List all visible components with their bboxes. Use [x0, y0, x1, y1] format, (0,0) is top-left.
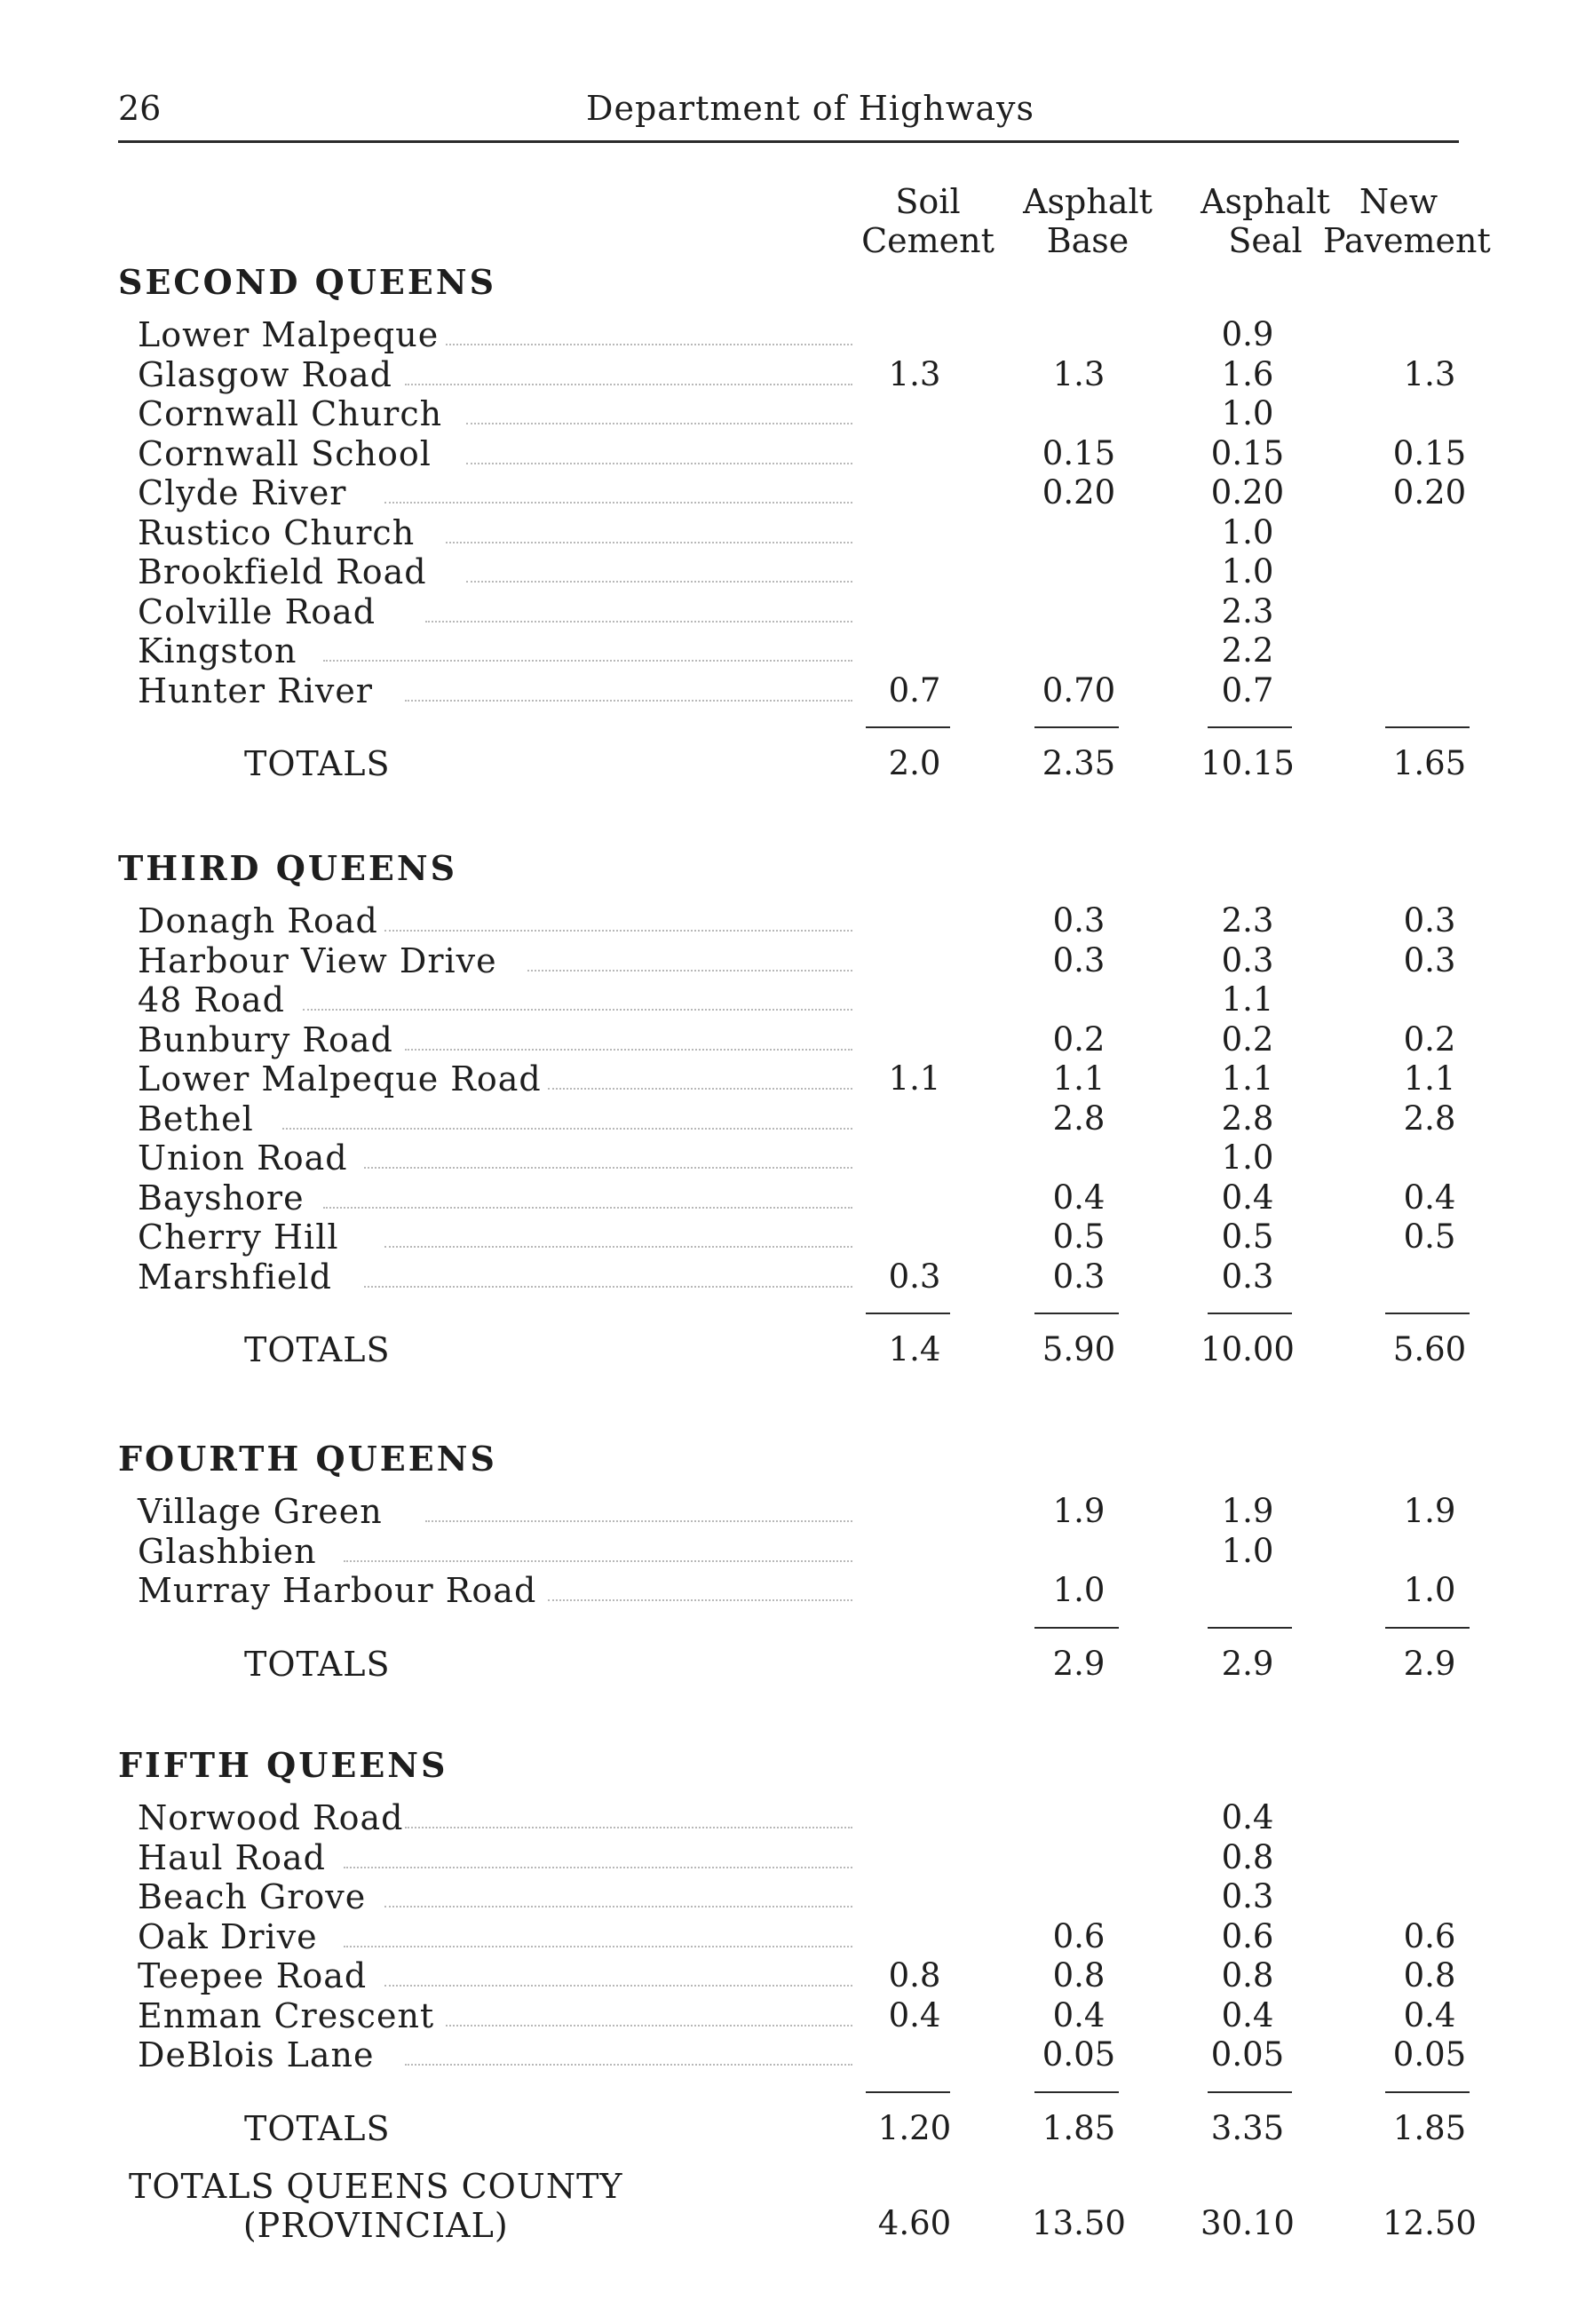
dot-leader — [384, 1906, 852, 1908]
road-name: Brookfield Road — [138, 552, 427, 591]
dot-leader — [323, 660, 852, 662]
dot-leader — [384, 1985, 852, 1987]
total-value: 1.85 — [1042, 2108, 1116, 2147]
total-value: 2.9 — [1403, 1644, 1456, 1683]
road-value: 2.3 — [1221, 591, 1274, 631]
column-header-line: Asphalt — [1023, 182, 1153, 221]
page-number: 26 — [118, 89, 162, 128]
road-value: 2.8 — [1221, 1099, 1274, 1138]
road-name: Cornwall School — [138, 433, 432, 473]
dot-leader — [405, 384, 852, 385]
road-value: 0.8 — [888, 1956, 941, 1995]
sum-rule — [866, 2091, 950, 2093]
road-value: 1.0 — [1052, 1571, 1105, 1609]
road-value: 0.8 — [1052, 1956, 1105, 1995]
dot-leader — [425, 1520, 852, 1522]
sum-rule — [1208, 726, 1292, 728]
road-value: 0.5 — [1403, 1218, 1456, 1256]
column-header-line: Seal — [1228, 221, 1303, 260]
road-name: Kingston — [138, 631, 297, 670]
total-value: 2.9 — [1052, 1644, 1105, 1683]
road-name: 48 Road — [138, 980, 285, 1019]
road-name: Hunter River — [138, 670, 373, 710]
column-header-line: Cement — [861, 221, 995, 260]
grand-total-value: 4.60 — [877, 2204, 952, 2242]
road-value: 0.9 — [1221, 315, 1274, 353]
dot-leader — [405, 1049, 852, 1051]
road-name: Glasgow Road — [138, 354, 392, 394]
road-value: 1.3 — [1403, 354, 1456, 393]
road-value: 0.7 — [888, 670, 941, 710]
total-value: 5.60 — [1392, 1330, 1467, 1368]
road-value: 1.0 — [1221, 1138, 1274, 1177]
grand-total-label — [129, 2167, 623, 2245]
dot-leader — [548, 1599, 852, 1601]
sum-rule — [1034, 1627, 1119, 1629]
sum-rule — [1034, 2091, 1119, 2093]
road-value: 1.0 — [1403, 1571, 1456, 1609]
totals-label: TOTALS — [244, 1644, 391, 1684]
dot-leader — [384, 1246, 852, 1248]
total-value: 2.9 — [1221, 1644, 1274, 1683]
road-value: 2.2 — [1221, 631, 1274, 670]
column-header-new-pavement — [1323, 182, 1491, 260]
total-value: 1.65 — [1392, 744, 1467, 782]
road-name: Clyde River — [138, 473, 347, 512]
road-value: 1.0 — [1221, 512, 1274, 551]
road-value: 0.20 — [1392, 473, 1467, 512]
dot-leader — [425, 621, 852, 623]
road-value: 0.3 — [1221, 940, 1274, 980]
road-name: Glashbien — [138, 1531, 317, 1571]
road-value: 0.6 — [1221, 1916, 1274, 1955]
section-title: FOURTH QUEENS — [118, 1439, 497, 1479]
grand-total-value: 13.50 — [1032, 2204, 1126, 2242]
road-value: 0.15 — [1210, 433, 1285, 472]
road-value: 0.3 — [1403, 901, 1456, 940]
road-name: Cherry Hill — [138, 1218, 339, 1257]
grand-total-label-line: (PROVINCIAL) — [242, 2206, 509, 2245]
road-name: Bayshore — [138, 1178, 305, 1218]
road-name: Lower Malpeque — [138, 315, 440, 354]
road-name: Oak Drive — [138, 1916, 318, 1956]
road-value: 0.6 — [1403, 1916, 1456, 1955]
total-value: 1.85 — [1392, 2108, 1467, 2147]
dot-leader — [344, 1946, 852, 1947]
sum-rule — [1208, 1627, 1292, 1629]
dot-leader — [405, 700, 852, 702]
dot-leader — [405, 2064, 852, 2066]
total-value: 10.00 — [1201, 1330, 1295, 1368]
dot-leader — [466, 581, 852, 583]
total-value: 1.4 — [888, 1330, 941, 1368]
road-value: 1.1 — [888, 1059, 941, 1098]
road-value: 2.8 — [1403, 1099, 1456, 1138]
grand-total-value: 30.10 — [1201, 2204, 1295, 2242]
road-value: 0.3 — [1221, 1877, 1274, 1916]
total-value: 10.15 — [1201, 744, 1295, 782]
sum-rule — [866, 726, 950, 728]
road-value: 0.8 — [1221, 1837, 1274, 1876]
header-rule — [118, 140, 1459, 143]
road-name: Cornwall Church — [138, 394, 443, 433]
sum-rule — [1208, 1313, 1292, 1314]
road-value: 0.2 — [1221, 1019, 1274, 1059]
sum-rule — [1385, 2091, 1470, 2093]
sum-rule — [1208, 2091, 1292, 2093]
road-value: 0.70 — [1042, 670, 1116, 710]
dot-leader — [282, 1128, 852, 1130]
running-title: Department of Highways — [586, 89, 1034, 128]
road-value: 0.4 — [1052, 1178, 1105, 1217]
dot-leader — [384, 502, 852, 504]
road-value: 0.2 — [1052, 1019, 1105, 1059]
road-value: 0.05 — [1392, 2035, 1467, 2074]
dot-leader — [548, 1088, 852, 1090]
road-value: 1.9 — [1052, 1492, 1105, 1530]
road-value: 0.5 — [1052, 1218, 1105, 1256]
grand-total-value: 12.50 — [1383, 2204, 1477, 2242]
road-name: Rustico Church — [138, 512, 416, 552]
totals-label: TOTALS — [244, 2108, 391, 2148]
section-title: FIFTH QUEENS — [118, 1745, 448, 1785]
road-value: 0.7 — [1221, 670, 1274, 710]
dot-leader — [364, 1167, 852, 1169]
road-value: 0.4 — [888, 1995, 941, 2034]
road-value: 0.4 — [1221, 1798, 1274, 1836]
column-header-line: Asphalt — [1201, 182, 1330, 221]
road-value: 1.3 — [1052, 354, 1105, 393]
road-value: 1.0 — [1221, 552, 1274, 591]
road-value: 0.05 — [1210, 2035, 1285, 2074]
road-name: Village Green — [138, 1492, 383, 1531]
road-value: 0.4 — [1403, 1178, 1456, 1217]
road-name: Marshfield — [138, 1257, 332, 1297]
column-header-line: Soil — [895, 182, 961, 221]
road-value: 0.8 — [1403, 1956, 1456, 1995]
dot-leader — [364, 1286, 852, 1288]
road-value: 0.3 — [1221, 1257, 1274, 1296]
road-value: 1.1 — [1221, 1059, 1274, 1098]
column-header-line: Base — [1046, 221, 1129, 260]
road-name: Enman Crescent — [138, 1995, 435, 2035]
road-value: 0.20 — [1210, 473, 1285, 512]
road-value: 0.3 — [1052, 901, 1105, 940]
dot-leader — [344, 1867, 852, 1868]
dot-leader — [446, 344, 852, 345]
road-name: Donagh Road — [138, 901, 378, 940]
road-value: 0.4 — [1221, 1178, 1274, 1217]
sum-rule — [1385, 1313, 1470, 1314]
road-value: 0.4 — [1403, 1995, 1456, 2034]
road-value: 0.6 — [1052, 1916, 1105, 1955]
road-value: 0.3 — [1052, 940, 1105, 980]
road-value: 0.2 — [1403, 1019, 1456, 1059]
dot-leader — [303, 1009, 852, 1011]
road-name: Bunbury Road — [138, 1019, 393, 1059]
totals-label: TOTALS — [244, 1330, 391, 1369]
road-value: 0.8 — [1221, 1956, 1274, 1995]
road-name: Murray Harbour Road — [138, 1571, 537, 1610]
column-header-asphalt-base — [1008, 182, 1168, 260]
dot-leader — [446, 2025, 852, 2027]
road-name: Lower Malpeque Road — [138, 1059, 542, 1099]
column-header-soil-cement — [852, 182, 1003, 260]
road-value: 1.6 — [1221, 354, 1274, 393]
total-value: 5.90 — [1042, 1330, 1116, 1368]
dot-leader — [344, 1560, 852, 1562]
road-value: 1.0 — [1221, 394, 1274, 432]
dot-leader — [527, 970, 852, 972]
road-value: 0.15 — [1392, 433, 1467, 472]
sum-rule — [1385, 726, 1470, 728]
grand-total-label-line: TOTALS QUEENS COUNTY — [129, 2167, 623, 2206]
road-value: 1.1 — [1221, 980, 1274, 1019]
road-value: 1.9 — [1403, 1492, 1456, 1530]
road-name: Colville Road — [138, 591, 376, 631]
road-value: 0.3 — [1403, 940, 1456, 980]
column-header-line: Pavement — [1323, 221, 1491, 260]
section-title: SECOND QUEENS — [118, 262, 497, 302]
road-value: 0.20 — [1042, 473, 1116, 512]
dot-leader — [466, 423, 852, 424]
section-title: THIRD QUEENS — [118, 848, 458, 888]
total-value: 2.0 — [888, 744, 941, 782]
road-value: 1.0 — [1221, 1531, 1274, 1570]
road-value: 0.4 — [1052, 1995, 1105, 2034]
dot-leader — [405, 1827, 852, 1828]
road-value: 0.3 — [1052, 1257, 1105, 1296]
road-name: Norwood Road — [138, 1798, 404, 1837]
sum-rule — [1034, 726, 1119, 728]
sum-rule — [1034, 1313, 1119, 1314]
column-header-asphalt-seal — [1190, 182, 1341, 260]
road-value: 2.3 — [1221, 901, 1274, 940]
sum-rule — [866, 1313, 950, 1314]
total-value: 3.35 — [1210, 2108, 1285, 2147]
dot-leader — [384, 930, 852, 932]
road-value: 0.15 — [1042, 433, 1116, 472]
road-name: Teepee Road — [138, 1956, 368, 1995]
road-name: Union Road — [138, 1138, 348, 1178]
dot-leader — [323, 1207, 852, 1209]
sum-rule — [1385, 1627, 1470, 1629]
dot-leader — [446, 542, 852, 543]
road-value: 1.9 — [1221, 1492, 1274, 1530]
total-value: 2.35 — [1042, 744, 1116, 782]
road-name: Beach Grove — [138, 1877, 367, 1916]
road-value: 2.8 — [1052, 1099, 1105, 1138]
road-value: 1.3 — [888, 354, 941, 393]
road-value: 1.1 — [1052, 1059, 1105, 1098]
total-value: 1.20 — [877, 2108, 952, 2147]
road-name: DeBlois Lane — [138, 2035, 375, 2074]
road-value: 1.1 — [1403, 1059, 1456, 1098]
road-name: Harbour View Drive — [138, 940, 497, 980]
road-value: 0.5 — [1221, 1218, 1274, 1256]
road-name: Bethel — [138, 1099, 254, 1138]
column-header-line: New — [1359, 182, 1438, 221]
dot-leader — [466, 463, 852, 464]
totals-label: TOTALS — [244, 744, 391, 783]
road-name: Haul Road — [138, 1837, 326, 1877]
road-value: 0.3 — [888, 1257, 941, 1296]
road-value: 0.4 — [1221, 1995, 1274, 2034]
road-value: 0.05 — [1042, 2035, 1116, 2074]
